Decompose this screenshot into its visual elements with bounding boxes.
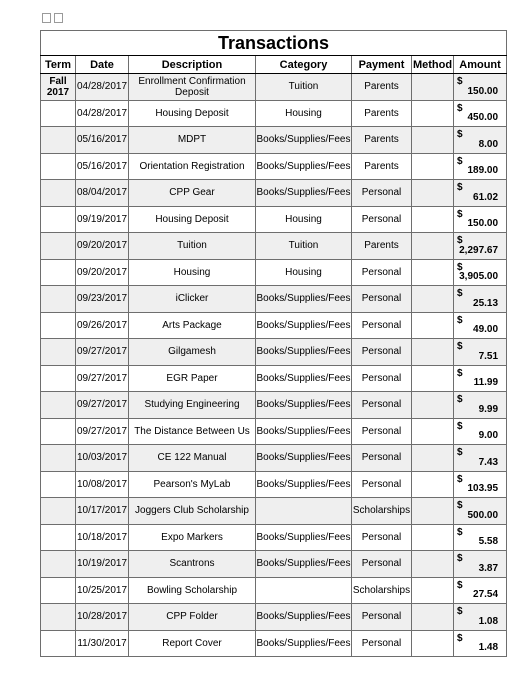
amount-value: 25.13 [473,297,499,309]
cell-amount [454,418,507,445]
cell-payment: Personal [352,524,412,551]
cell-amount [454,471,507,498]
cell-date: 09/20/2017 [76,259,129,286]
cell-payment: Personal [352,339,412,366]
cell-description: Enrollment Confirmation Deposit [129,74,256,101]
cell-amount [454,259,507,286]
cell-description: Gilgamesh [129,339,256,366]
cell-method [412,100,454,127]
amount-value: 49.00 [473,324,499,335]
cell-term [41,312,76,339]
cell-amount [454,551,507,578]
cell-description: Orientation Registration [129,153,256,180]
cell-date: 04/28/2017 [76,74,129,101]
cell-method [412,604,454,631]
cell-method [412,630,454,657]
cell-amount [454,233,507,260]
cell-description: Scantrons [129,551,256,578]
header-description: Description [129,56,256,74]
amount-value: 103.95 [467,483,499,494]
cell-description: Arts Package [129,312,256,339]
amount-value: 1.08 [478,615,499,627]
cell-term [41,445,76,472]
cell-amount [454,445,507,472]
cell-date: 09/20/2017 [76,233,129,260]
cell-method [412,74,454,101]
cell-term [41,471,76,498]
cell-payment: Personal [352,630,412,657]
table-row [41,392,507,419]
cell-payment: Scholarships [352,498,412,525]
amount-value: 450.00 [467,112,499,123]
amount-value: 27.54 [473,589,499,600]
transactions-sheet [40,30,506,657]
table-row [41,471,507,498]
table-row [41,233,507,260]
cell-amount [454,153,507,180]
cell-date: 09/27/2017 [76,418,129,445]
cell-term [41,259,76,286]
cell-payment: Personal [352,551,412,578]
cell-term [41,339,76,366]
cell-method [412,524,454,551]
cell-method [412,153,454,180]
cell-amount [454,630,507,657]
cell-method [412,286,454,313]
table-row [41,286,507,313]
cell-method [412,577,454,604]
cell-description: Housing [129,259,256,286]
cell-date: 09/23/2017 [76,286,129,313]
amount-value: 9.99 [478,403,499,415]
cell-date: 10/03/2017 [76,445,129,472]
cell-description: CPP Gear [129,180,256,207]
cell-date: 10/25/2017 [76,577,129,604]
cell-term [41,286,76,313]
cell-date: 09/19/2017 [76,206,129,233]
cell-amount [454,524,507,551]
cell-payment: Personal [352,259,412,286]
table-row [41,180,507,207]
cell-payment: Personal [352,286,412,313]
cell-description: MDPT [129,127,256,154]
amount-value: 189.00 [467,165,499,176]
header-category: Category [256,56,352,74]
cell-description: Tuition [129,233,256,260]
amount-value: 8.00 [478,138,499,150]
cell-category: Books/Supplies/Fees [256,339,352,366]
currency-symbol: $ [457,606,463,617]
table-row [41,445,507,472]
cell-amount [454,604,507,631]
cell-category: Books/Supplies/Fees [256,312,352,339]
top-left-placeholder-glyphs [42,13,63,23]
cell-category: Books/Supplies/Fees [256,551,352,578]
amount-value: 3.87 [478,562,499,574]
cell-method [412,312,454,339]
cell-payment: Parents [352,100,412,127]
currency-symbol: $ [457,182,463,193]
cell-date: 09/27/2017 [76,392,129,419]
cell-payment: Personal [352,206,412,233]
table-row [41,100,507,127]
cell-category: Books/Supplies/Fees [256,418,352,445]
amount-value: 11.99 [473,377,499,388]
cell-description: iClicker [129,286,256,313]
cell-payment: Personal [352,604,412,631]
cell-description: Expo Markers [129,524,256,551]
cell-method [412,551,454,578]
cell-method [412,233,454,260]
cell-category: Books/Supplies/Fees [256,286,352,313]
cell-description: Housing Deposit [129,100,256,127]
cell-description: Pearson's MyLab [129,471,256,498]
cell-payment: Personal [352,312,412,339]
currency-symbol: $ [457,155,463,167]
currency-symbol: $ [457,129,463,140]
cell-term: Fall 2017 [41,74,76,101]
currency-symbol: $ [457,261,463,273]
cell-date: 10/17/2017 [76,498,129,525]
table-row [41,206,507,233]
cell-description: Report Cover [129,630,256,657]
cell-term [41,153,76,180]
cell-method [412,392,454,419]
table-title: Transactions [41,31,507,56]
cell-term [41,604,76,631]
cell-category: Books/Supplies/Fees [256,604,352,631]
cell-payment: Personal [352,365,412,392]
cell-date: 09/27/2017 [76,365,129,392]
cell-term [41,577,76,604]
cell-description: CPP Folder [129,604,256,631]
amount-value: 3,905.00 [459,271,499,282]
cell-payment: Personal [352,418,412,445]
cell-date: 09/27/2017 [76,339,129,366]
currency-symbol: $ [457,632,463,644]
amount-value: 9.00 [478,430,499,441]
transactions-table [40,30,507,657]
table-row [41,630,507,657]
cell-term [41,127,76,154]
cell-method [412,127,454,154]
cell-description: Housing Deposit [129,206,256,233]
cell-payment: Personal [352,445,412,472]
amount-value: 7.51 [478,350,499,362]
currency-symbol: $ [457,394,463,405]
cell-category [256,498,352,525]
currency-symbol: $ [457,102,463,114]
currency-symbol: $ [457,447,463,458]
currency-symbol: $ [457,420,463,432]
cell-method [412,418,454,445]
cell-term [41,180,76,207]
cell-amount [454,206,507,233]
currency-symbol: $ [457,500,463,511]
currency-symbol: $ [457,235,463,246]
cell-payment: Parents [352,233,412,260]
currency-symbol: $ [457,341,463,352]
amount-value: 61.02 [473,191,499,203]
cell-description: CE 122 Manual [129,445,256,472]
cell-category: Books/Supplies/Fees [256,153,352,180]
cell-method [412,206,454,233]
amount-value: 2,297.67 [459,244,499,256]
cell-amount [454,74,507,101]
cell-payment: Personal [352,471,412,498]
currency-symbol: $ [457,288,463,299]
cell-amount [454,286,507,313]
amount-value: 150.00 [467,85,499,97]
cell-amount [454,100,507,127]
header-date: Date [76,56,129,74]
cell-category [256,577,352,604]
table-row [41,418,507,445]
cell-category: Housing [256,259,352,286]
cell-category: Books/Supplies/Fees [256,392,352,419]
table-row [41,551,507,578]
amount-value: 500.00 [467,509,499,521]
table-row [41,312,507,339]
table-row [41,524,507,551]
header-payment: Payment [352,56,412,74]
currency-symbol: $ [457,553,463,564]
currency-symbol: $ [457,526,463,538]
cell-payment: Personal [352,392,412,419]
cell-term [41,233,76,260]
placeholder-box-icon [42,13,51,23]
cell-term [41,551,76,578]
table-row [41,153,507,180]
cell-category: Tuition [256,74,352,101]
cell-amount [454,312,507,339]
cell-description: Joggers Club Scholarship [129,498,256,525]
cell-date: 09/26/2017 [76,312,129,339]
currency-symbol: $ [457,208,463,220]
currency-symbol: $ [457,76,463,87]
cell-amount [454,365,507,392]
cell-amount [454,339,507,366]
amount-value: 150.00 [467,218,499,229]
cell-description: The Distance Between Us [129,418,256,445]
cell-term [41,630,76,657]
table-row [41,74,507,101]
cell-method [412,259,454,286]
amount-value: 7.43 [478,456,499,468]
cell-description: Bowling Scholarship [129,577,256,604]
amount-value: 5.58 [478,536,499,547]
cell-category: Housing [256,100,352,127]
cell-amount [454,577,507,604]
cell-category: Books/Supplies/Fees [256,127,352,154]
cell-method [412,180,454,207]
cell-term [41,392,76,419]
cell-date: 05/16/2017 [76,153,129,180]
cell-payment: Parents [352,153,412,180]
cell-payment: Parents [352,127,412,154]
cell-category: Books/Supplies/Fees [256,524,352,551]
cell-amount [454,498,507,525]
header-method: Method [412,56,454,74]
cell-method [412,339,454,366]
table-row [41,365,507,392]
cell-category: Tuition [256,233,352,260]
currency-symbol: $ [457,473,463,485]
currency-symbol: $ [457,314,463,326]
cell-method [412,365,454,392]
table-row [41,577,507,604]
cell-term [41,418,76,445]
cell-amount [454,180,507,207]
cell-date: 11/30/2017 [76,630,129,657]
cell-category: Books/Supplies/Fees [256,180,352,207]
cell-method [412,471,454,498]
header-term: Term [41,56,76,74]
cell-date: 10/19/2017 [76,551,129,578]
cell-amount [454,127,507,154]
table-row [41,604,507,631]
cell-date: 04/28/2017 [76,100,129,127]
cell-date: 08/04/2017 [76,180,129,207]
amount-value: 1.48 [478,642,499,653]
cell-term [41,524,76,551]
table-row [41,127,507,154]
currency-symbol: $ [457,367,463,379]
currency-symbol: $ [457,579,463,591]
placeholder-box-icon [54,13,63,23]
cell-category: Housing [256,206,352,233]
cell-category: Books/Supplies/Fees [256,445,352,472]
cell-term [41,365,76,392]
cell-payment: Parents [352,74,412,101]
cell-payment: Personal [352,180,412,207]
cell-description: Studying Engineering [129,392,256,419]
header-amount: Amount [454,56,507,74]
cell-date: 10/08/2017 [76,471,129,498]
cell-category: Books/Supplies/Fees [256,471,352,498]
cell-term [41,100,76,127]
cell-term [41,498,76,525]
cell-payment: Scholarships [352,577,412,604]
cell-date: 05/16/2017 [76,127,129,154]
cell-term [41,206,76,233]
cell-method [412,498,454,525]
cell-description: EGR Paper [129,365,256,392]
cell-date: 10/18/2017 [76,524,129,551]
cell-category: Books/Supplies/Fees [256,630,352,657]
table-row [41,339,507,366]
cell-method [412,445,454,472]
table-row [41,259,507,286]
table-row [41,498,507,525]
cell-amount [454,392,507,419]
cell-category: Books/Supplies/Fees [256,365,352,392]
cell-date: 10/28/2017 [76,604,129,631]
